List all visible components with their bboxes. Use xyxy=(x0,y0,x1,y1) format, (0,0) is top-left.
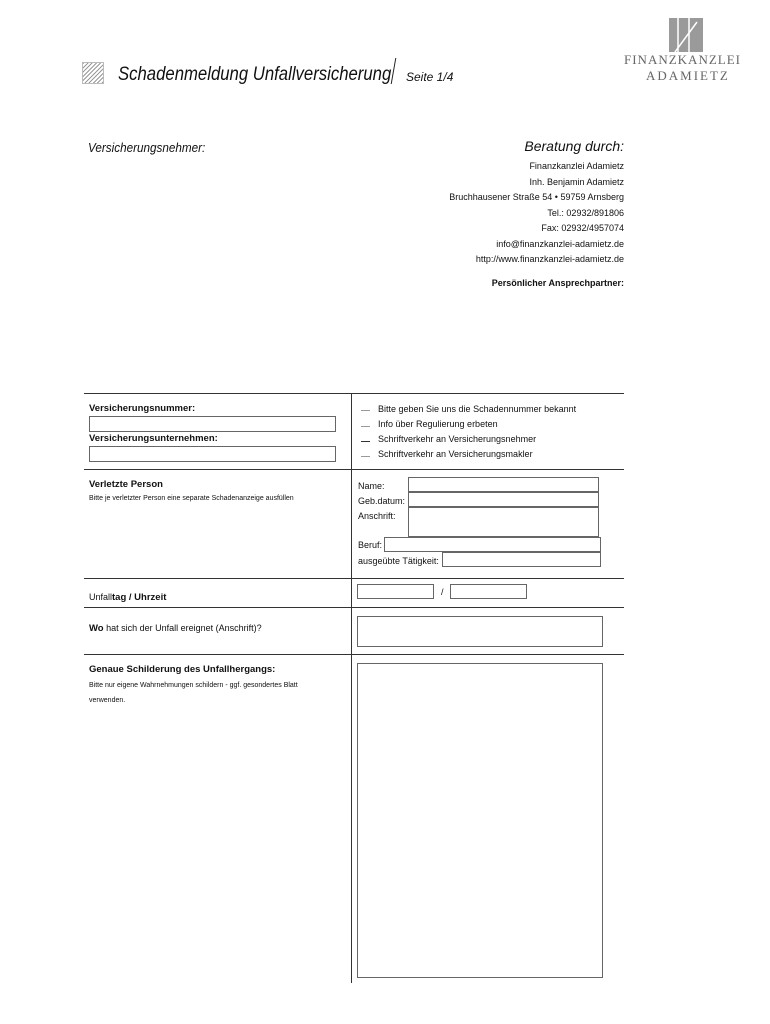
form-divider xyxy=(84,578,624,579)
contact-website: http://www.finanzkanzlei-adamietz.de xyxy=(475,254,624,264)
accident-date-field[interactable] xyxy=(357,584,434,599)
accident-date-label-bold: tag / Uhrzeit xyxy=(112,592,167,603)
accident-description-note: Bitte nur eigene Wahrnehmungen schildern - ggf. gesondertes Blatt xyxy=(89,682,298,689)
insurer-label: Versicherungsunternehmen: xyxy=(89,433,218,444)
contact-line: Fax: 02932/4957074 xyxy=(541,223,624,233)
logo-text-line1: FINANZKANZLEI xyxy=(624,52,741,67)
document-title: Schadenmeldung Unfallversicherung xyxy=(118,64,392,85)
job-field[interactable] xyxy=(384,537,601,552)
contact-line: Bruchhausener Straße 54 • 59759 Arnsberg xyxy=(449,192,624,202)
contact-line: Tel.: 02932/891806 xyxy=(547,207,624,218)
option-checkbox-claim-number[interactable] xyxy=(361,402,370,411)
insurer-field[interactable] xyxy=(89,446,336,462)
logo-text-line2: ADAMIETZ xyxy=(646,68,730,83)
accident-date-label-prefix: Unfall xyxy=(89,592,113,602)
option-label: Schriftverkehr an Versicherungsmakler xyxy=(378,449,533,459)
date-time-separator: / xyxy=(441,587,444,597)
activity-label: ausgeübte Tätigkeit: xyxy=(358,556,439,566)
accident-location-field[interactable] xyxy=(357,616,603,647)
option-checkbox-correspondence-policyholder[interactable] xyxy=(361,433,370,442)
accident-location-label xyxy=(89,618,262,636)
contact-email: info@finanzkanzlei-adamietz.de xyxy=(496,238,624,249)
consultant-contact-block xyxy=(449,159,624,268)
option-label: Info über Regulierung erbeten xyxy=(378,419,498,429)
form-divider xyxy=(84,654,624,655)
form-divider xyxy=(84,469,624,470)
policy-number-field[interactable] xyxy=(89,416,336,432)
injured-person-note: Bitte je verletzter Person eine separate Schadenanzeige ausfüllen xyxy=(89,495,294,502)
activity-field[interactable] xyxy=(442,552,601,567)
job-label: Beruf: xyxy=(358,540,383,550)
form-divider xyxy=(84,393,624,394)
option-label: Schriftverkehr an Versicherungsnehmer xyxy=(378,434,537,444)
header-decoration-icon xyxy=(82,62,104,84)
consultant-heading: Beratung durch: xyxy=(524,138,624,154)
contact-line: Finanzkanzlei Adamietz xyxy=(529,161,624,171)
address-label: Anschrift: xyxy=(358,511,396,521)
logo-mark-icon xyxy=(669,18,703,52)
accident-description-note: verwenden. xyxy=(89,697,126,704)
accident-date-time-label xyxy=(89,587,166,605)
form-column-divider xyxy=(351,393,352,983)
accident-description-title: Genaue Schilderung des Unfallhergangs: xyxy=(89,664,276,675)
contact-line: Inh. Benjamin Adamietz xyxy=(529,176,624,187)
policyholder-heading: Versicherungsnehmer: xyxy=(88,140,206,155)
name-label: Name: xyxy=(358,481,385,491)
option-label: Bitte geben Sie uns die Schadennummer bekannt xyxy=(378,404,577,414)
accident-location-label-bold: Wo xyxy=(89,623,104,634)
accident-time-field[interactable] xyxy=(450,584,527,599)
policy-number-label: Versicherungsnummer: xyxy=(89,403,196,414)
option-checkbox-regulation-info[interactable] xyxy=(361,418,370,427)
contact-person-label: Persönlicher Ansprechpartner: xyxy=(491,278,624,288)
form-divider xyxy=(84,607,624,608)
page-indicator: Seite 1/4 xyxy=(406,70,454,84)
injured-person-title: Verletzte Person xyxy=(89,479,163,490)
accident-location-label-rest: hat sich der Unfall ereignet (Anschrift)? xyxy=(103,623,262,633)
dob-label: Geb.datum: xyxy=(358,496,406,506)
address-field[interactable] xyxy=(408,507,599,537)
accident-description-field[interactable] xyxy=(357,663,603,978)
option-checkbox-correspondence-broker[interactable] xyxy=(361,448,370,457)
name-field[interactable] xyxy=(408,477,599,492)
dob-field[interactable] xyxy=(408,492,599,507)
